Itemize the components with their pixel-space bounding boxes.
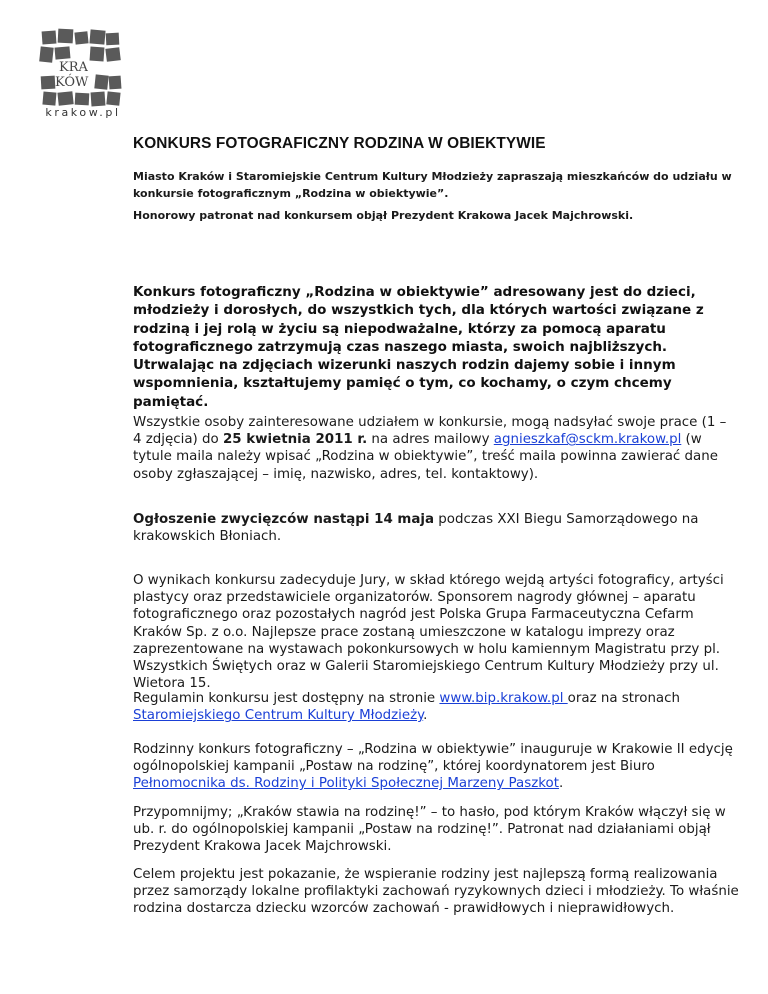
goal-paragraph: Celem projektu jest pokazanie, że wspieranie rodziny jest najlepszą formą realizowania przez samorządy lokalne profilaktyki zachowań ryzykownych dzieci i młodzieży. To właśnie rodzina dostarcza dziecku wzorców zachowań - prawidłowych i nieprawidłowych. — [133, 867, 739, 917]
reminder-paragraph: Przypomnijmy; „Kraków stawia na rodzinę!” – to hasło, pod którym Kraków włączył się w ub. r. do ogólnopolskiej kampanii „Postaw na rodzinę!”. Patronat nad działaniami objął Prezydent Krakowa Jacek Majchrowski. — [133, 805, 726, 855]
page-title: KONKURS FOTOGRAFICZNY RODZINA W OBIEKTYWIE — [133, 135, 546, 152]
submission-paragraph — [133, 414, 739, 483]
rules-text-a: Regulamin konkursu jest dostępny na stronie — [133, 691, 440, 706]
lead-paragraph: Konkurs fotograficzny „Rodzina w obiektywie” adresowany jest do dzieci, młodzieży i dorosłych, do wszystkich tych, dla których wartości związane z rodziną i jej rolą w życiu są niepodważalne, którzy za pomocą aparatu fotograficznego zatrzymują czas naszego miasta, swoich najbliższych. Utrwalając na zdjęciach wizerunki naszych rodzin dajemy sobie i innym wspomnienia, kształtujemy pamięć o tym, co kochamy, o czym chcemy pamiętać. — [133, 284, 704, 410]
bip-link[interactable]: www.bip.krakow.pl — [439, 691, 568, 706]
campaign-paragraph — [133, 741, 739, 793]
rules-text-c: . — [423, 708, 428, 724]
deadline-date: 25 kwietnia 2011 r. — [222, 432, 368, 448]
submission-text-c: (w tytule maila należy wpisać „Rodzina w obiektywie”, treść maila powinna zawierać dane osoby zgłaszającej – imię, nazwisko, adres, tel. kontaktowy). — [133, 432, 718, 482]
logo-text-top: KRA — [59, 60, 88, 75]
campaign-text-b: . — [558, 776, 564, 792]
plenipotentiary-link[interactable]: Pełnomocnika ds. Rodziny i Polityki Społecznej Marzeny Paszkot — [133, 776, 559, 792]
email-link[interactable]: agnieszkaf@sckm.krakow.pl — [493, 432, 682, 448]
rules-paragraph — [133, 690, 739, 724]
winners-paragraph — [133, 511, 739, 545]
winners-announcement: Ogłoszenie zwycięzców nastąpi 14 maja — [133, 512, 435, 527]
sckm-link[interactable]: Staromiejskiego Centrum Kultury Młodzieży — [133, 708, 424, 724]
submission-text-b: na adres mailowy — [367, 432, 494, 448]
patronage-text: Honorowy patronat nad konkursem objął Prezydent Krakowa Jacek Majchrowski. — [133, 209, 634, 222]
krakow-logo-mark — [38, 28, 122, 108]
campaign-text-a: Rodzinny konkurs fotograficzny – „Rodzina w obiektywie” inauguruje w Krakowie II edycję ogólnopolskiej kampanii „Postaw na rodzinę”, której koordynatorem jest Biuro — [133, 742, 733, 775]
winners-text: podczas XXI Biegu Samorządowego na krakowskich Błoniach. — [133, 512, 699, 545]
intro-text: Miasto Kraków i Staromiejskie Centrum Kultury Młodzieży zapraszają mieszkańców do udziału w konkursie fotograficznym „Rodzina w obiektywie”. — [133, 170, 732, 200]
jury-paragraph: O wynikach konkursu zadecyduje Jury, w skład którego wejdą artyści fotograficy, artyści plastycy oraz przedstawiciele organizatorów. Sponsorem nagrody głównej – aparatu fotograficznego oraz pozostałych nagród jest Polska Grupa Farmaceutyczna Cefarm Kraków Sp. z o.o. Najlepsze prace zostaną umieszczone w katalogu imprezy oraz zaprezentowane na wystawach pokonkursowych w holu kamiennym Magistratu przy pl. Wszystkich Świętych oraz w Galerii Staromiejskiego Centrum Kultury Młodzieży przy ul. Wietora 15. — [133, 573, 724, 692]
rules-text-b: oraz na stronach — [567, 691, 680, 706]
submission-text-a: Wszystkie osoby zainteresowane udziałem w konkursie, mogą nadsyłać swoje prace (1 – 4 zdjęcia) do — [133, 415, 727, 448]
logo-caption: krakow.pl — [45, 106, 121, 119]
logo-text-bottom: KÓW — [55, 75, 89, 90]
